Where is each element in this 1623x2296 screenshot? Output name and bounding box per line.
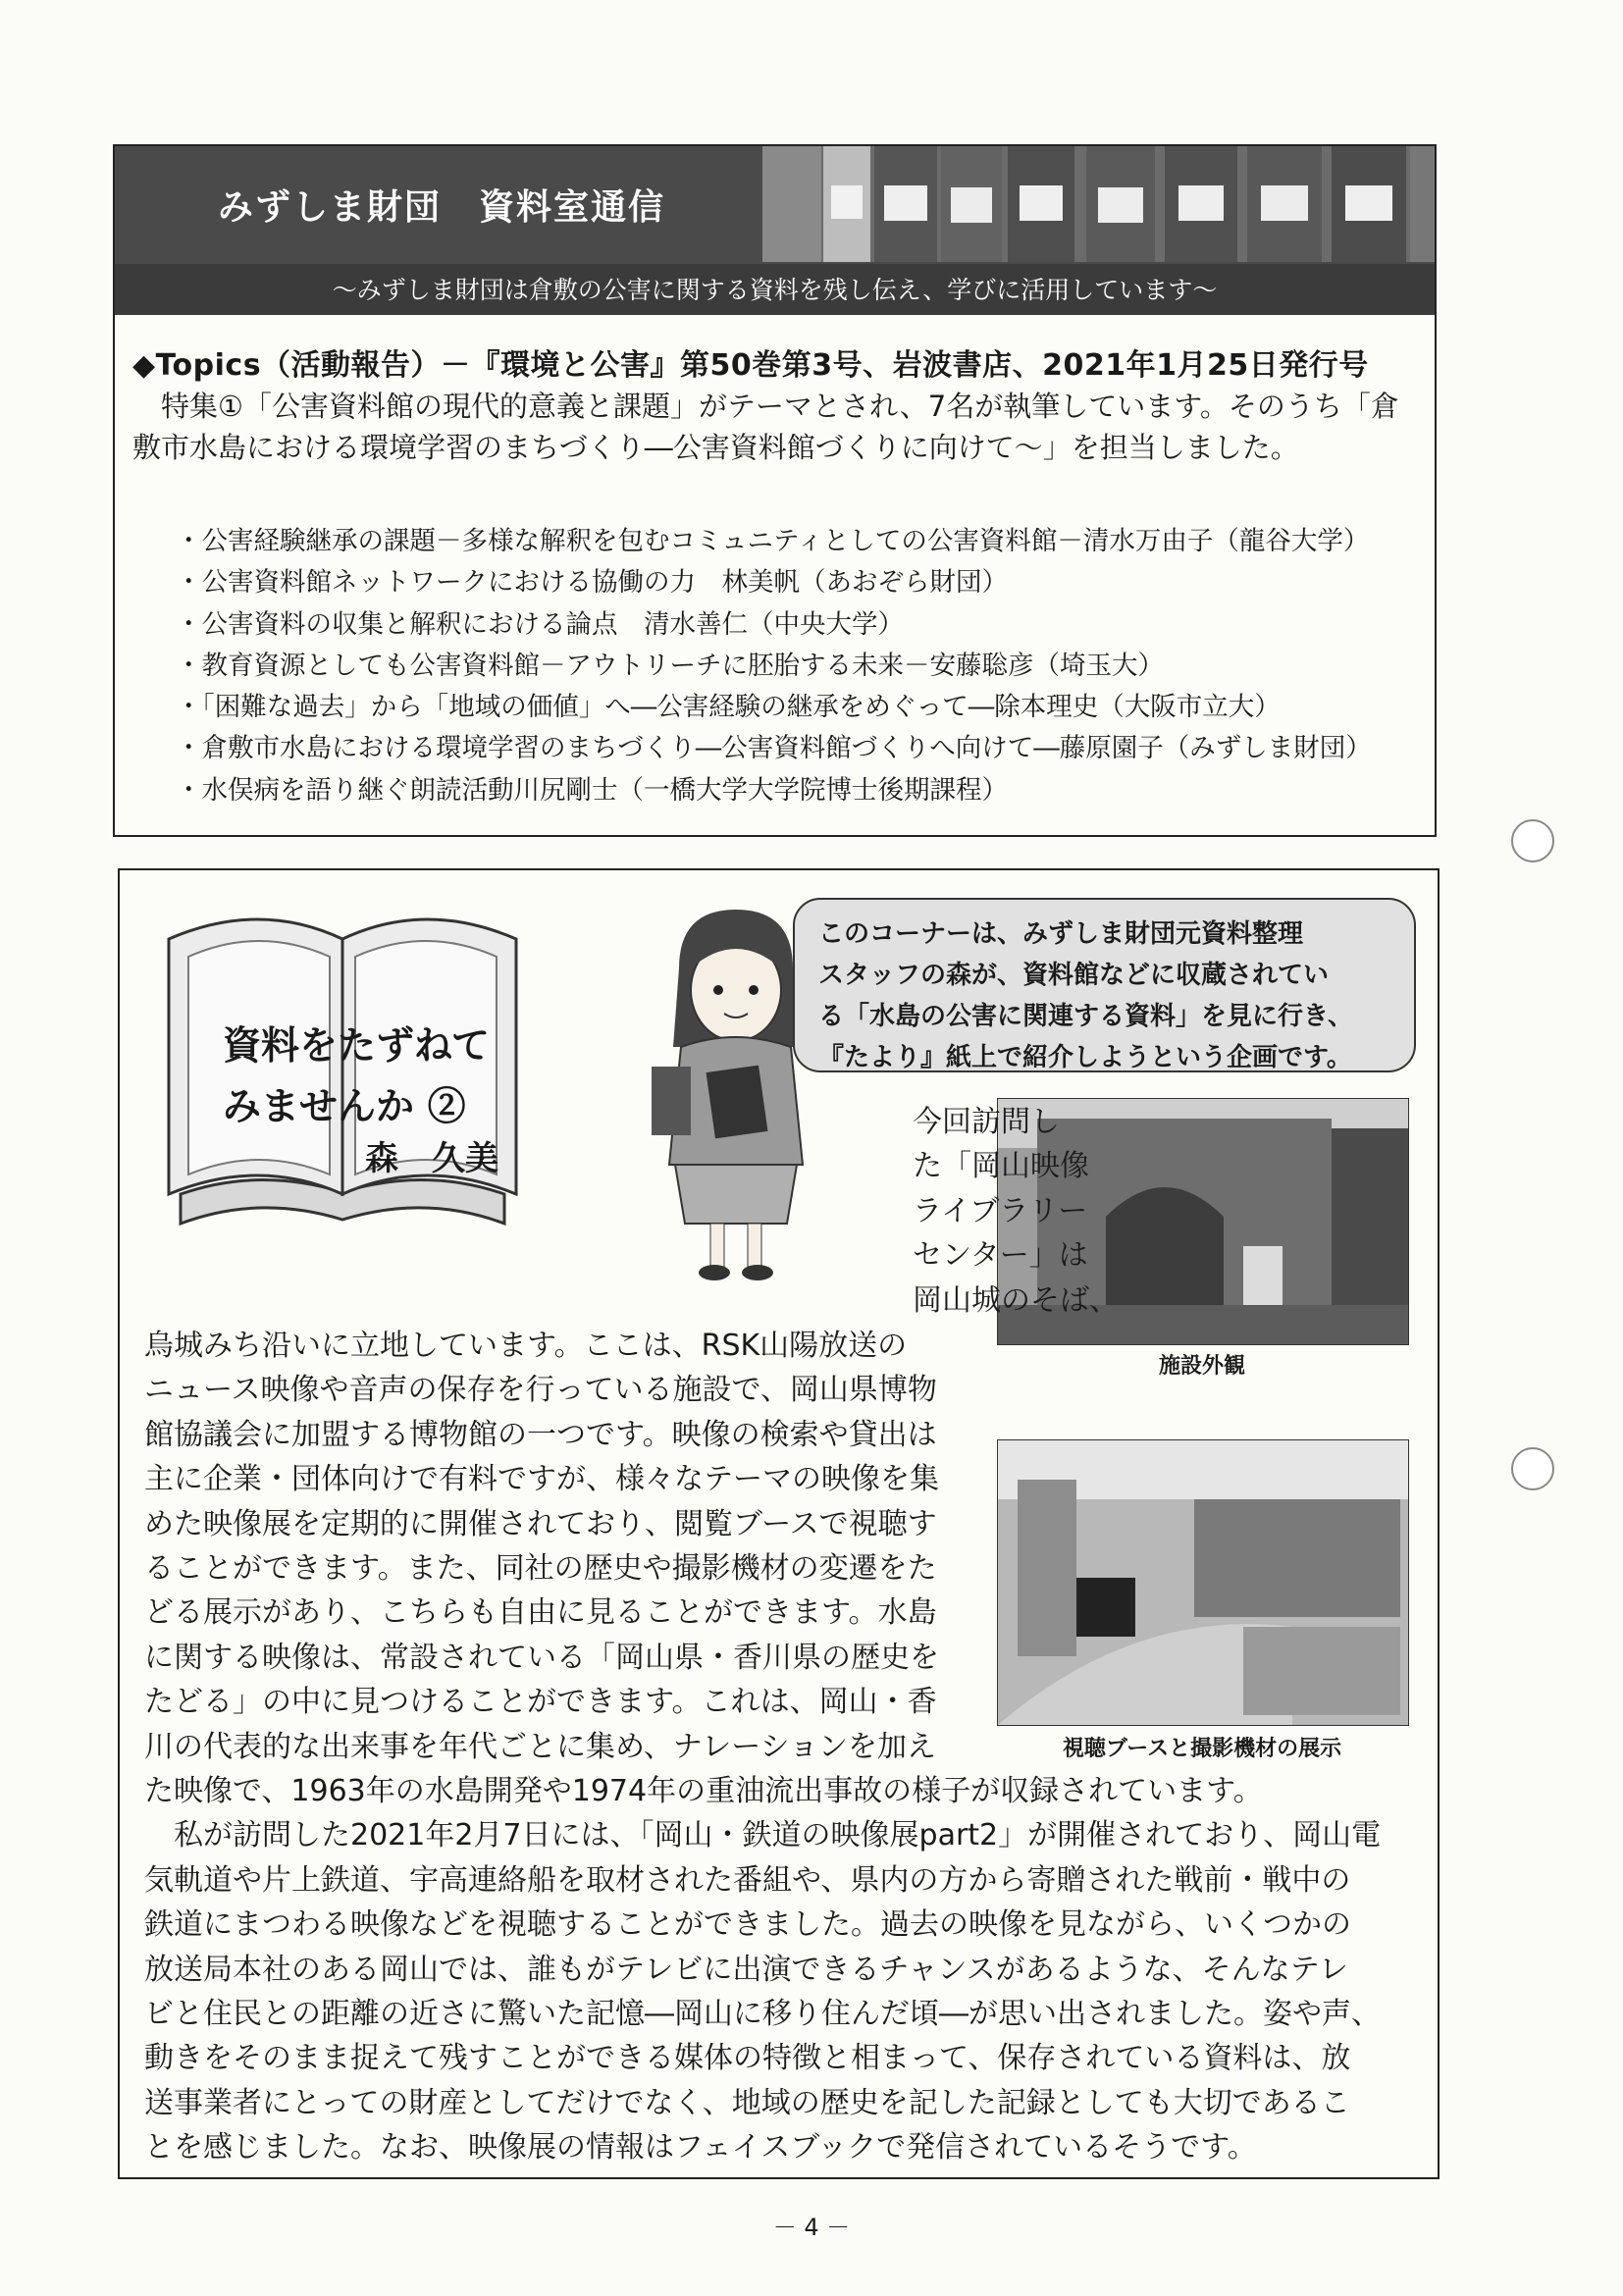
feature-author: 森 久美 — [365, 1139, 498, 1178]
header-banner — [113, 144, 1437, 319]
article-line: 川の代表的な出来事を年代ごとに集め、ナレーションを加え — [144, 1729, 936, 1764]
feature-title-line2: みませんか ② — [223, 1084, 466, 1129]
intro-line: スタッフの森が、資料館などに収蔵されてい — [818, 961, 1330, 990]
article-line: 岡山城のそば、 — [913, 1282, 1119, 1318]
topics-box — [113, 315, 1437, 837]
list-item: ・倉敷市水島における環境学習のまちづくり―公害資料館づくりへ向けて―藤原園子（みずしま財団） — [176, 733, 1372, 764]
intro-line: 『たより』紙上で紹介しようという企画です。 — [818, 1043, 1352, 1072]
article-narrow-column — [795, 1100, 1119, 1323]
article-line: たどる」の中に見つけることができます。これは、岡山・香 — [144, 1685, 937, 1720]
article-line: 放送局本社のある岡山では、誰もがテレビに出演できるチャンスがあるような、そんなテレ — [144, 1952, 1348, 1987]
list-item: ・水俣病を語り継ぐ朗読活動川尻剛士（一橋大学大学院博士後期課程） — [176, 774, 1008, 806]
page-number: － 4 － — [772, 2214, 851, 2241]
article-line: 烏城みち沿いに立地しています。ここは、RSK山陽放送の — [144, 1329, 908, 1363]
article-line: 気軌道や片上鉄道、宇高連絡船を取材された番組や、県内の方から寄贈された戦前・戦中の — [144, 1862, 1351, 1898]
topics-body: 特集①「公害資料館の現代的意義と課題」がテーマとされ、7名が執筆しています。そのうち「倉敷市水島における環境学習のまちづくり―公害資料館づくりに向けて～」を担当しました。 — [132, 390, 1399, 464]
punch-hole — [1511, 1447, 1554, 1490]
bookshelf-photo — [762, 146, 1435, 262]
punch-hole — [1511, 819, 1554, 862]
article-line: 動きをそのまま捉えて残すことができる媒体の特徴と相まって、保存されている資料は、放 — [144, 2041, 1351, 2076]
article-line: た映像で、1963年の水島開発や1974年の重油流出事故の様子が収録されています。 — [144, 1774, 1263, 1808]
banner-subtitle: ～みずしま財団は倉敷の公害に関する資料を残し伝え、学びに活用しています～ — [115, 264, 1435, 317]
list-item: ・公害資料の収集と解釈における論点 清水善仁（中央大学） — [176, 608, 904, 640]
article-line: めた映像展を定期的に開催されており、閲覧ブースで視聴す — [144, 1506, 937, 1541]
banner-title: みずしま財団 資料室通信 — [218, 187, 666, 228]
topics-heading: ◆Topics（活動報告）－『環境と公害』第50巻第3号、岩波書店、2021年1月25日発行号 — [132, 348, 1369, 383]
article-mid-column — [144, 1324, 939, 1769]
article-line: ることができます。また、同社の歴史や撮影機材の変遷をた — [144, 1551, 937, 1587]
feature-title-line1: 資料をたずねて — [223, 1023, 491, 1069]
article-line: どる展示があり、こちらも自由に見ることができます。水島 — [144, 1595, 937, 1631]
list-item: ・公害資料館ネットワークにおける協働の力 林美帆（あおぞら財団） — [176, 567, 1008, 599]
article-line: 私が訪問した2021年2月7日には、「岡山・鉄道の映像展part2」が開催されており、岡山電 — [144, 1818, 1382, 1853]
article-line: ニュース映像や音声の保存を行っている施設で、岡山県博物 — [144, 1373, 937, 1408]
article-line: とを感じました。なお、映像展の情報はフェイスブックで発信されているそうです。 — [144, 2130, 1257, 2166]
article-line: 鉄道にまつわる映像などを視聴することができました。過去の映像を見ながら、いくつかの — [144, 1907, 1351, 1943]
viewing-booth-photo — [997, 1439, 1409, 1726]
list-item: ・公害経験継承の課題－多様な解釈を包むコミュニティとしての公害資料館－清水万由子（龍谷大学） — [176, 526, 1370, 556]
article-line: センター」は — [913, 1238, 1088, 1274]
article-line: 送事業者にとっての財産としてだけでなく、地域の歴史を記した記録としても大切であるこ — [144, 2085, 1350, 2120]
article-full-width — [144, 1769, 1381, 2170]
list-item: ・教育資源としても公害資料館－アウトリーチに胚胎する未来－安藤聡彦（埼玉大） — [176, 650, 1164, 681]
intro-line: このコーナーは、みずしま財団元資料整理 — [818, 919, 1304, 949]
article-line: 今回訪問し — [913, 1105, 1060, 1139]
photo-caption: 施設外観 — [1158, 1354, 1245, 1379]
feature-title — [223, 1016, 490, 1137]
article-line: に関する映像は、常設されている「岡山県・香川県の歴史を — [144, 1640, 939, 1675]
article-line: ライブラリー — [913, 1193, 1088, 1228]
article-line: 主に企業・団体向けで有料ですが、様々なテーマの映像を集 — [144, 1462, 939, 1497]
corner-intro-callout — [793, 898, 1416, 1072]
feature-box — [118, 868, 1440, 2179]
photo-caption: 視聴ブースと撮影機材の展示 — [1062, 1737, 1342, 1761]
article-line: た「岡山映像 — [913, 1149, 1089, 1184]
list-item: ・「困難な過去」から「地域の価値」へ―公害経験の継承をめぐって―除本理史（大阪市立大） — [176, 692, 1281, 723]
topics-author-list — [176, 521, 1372, 811]
article-line: 館協議会に加盟する博物館の一つです。映像の検索や貸出は — [144, 1417, 937, 1452]
intro-line: る「水島の公害に関連する資料」を見に行き、 — [818, 1002, 1353, 1031]
article-line: ビと住民との距離の近さに驚いた記憶―岡山に移り住んだ頃―が思い出されました。姿や声、 — [144, 1997, 1381, 2032]
